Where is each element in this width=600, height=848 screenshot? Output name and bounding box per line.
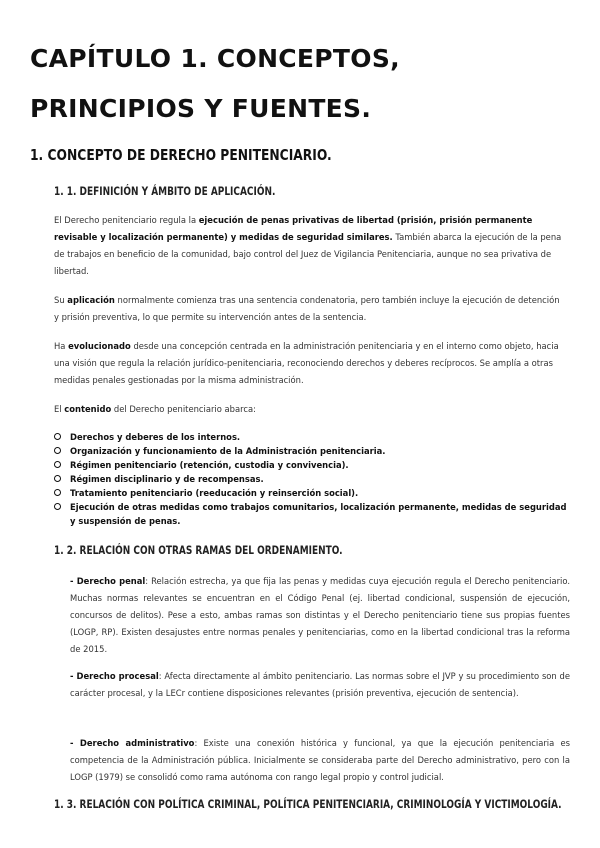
paragraph-evolucion: Ha evolucionado desde una concepción centrada en la administración penitenciaria y en el interno como objeto, hacia una visión que regula la relación jurídico-penitenciaria, reconociendo derechos y deberes recíprocos. Se amplía a otras medidas penales gestionadas por la misma administración.: [54, 341, 559, 385]
circle-bullet-icon: [54, 503, 61, 510]
circle-bullet-icon: [54, 489, 61, 496]
subsection-1-2-title: 1. 2. RELACIÓN CON OTRAS RAMAS DEL ORDENAMIENTO.: [54, 543, 343, 557]
circle-bullet-icon: [54, 461, 61, 468]
paragraph-aplicacion: Su aplicación normalmente comienza tras una sentencia condenatoria, pero también incluye la ejecución de detención y prisión preventiva, lo que permite su intervención antes de la sentencia.: [54, 295, 560, 322]
subsection-1-3-title: 1. 3. RELACIÓN CON POLÍTICA CRIMINAL, POLÍTICA PENITENCIARIA, CRIMINOLOGÍA Y VICTIMOLOGÍA.: [54, 797, 562, 811]
paragraph-derecho-penal: - Derecho penal: Relación estrecha, ya que fija las penas y medidas cuya ejecución regula el Derecho penitenciario. Muchas normas relevantes se encuentran en el Código Penal (ej. libertad condicional, suspensión de ejecución, concursos de delitos). Pese a esto, ambas ramas son distintas y el Derecho penitenciario tiene sus propias fuentes (LOGP, RP). Existen desajustes entre normas penales y penitenciarias, como en la libertad condicional tras la reforma de 2015.: [70, 576, 571, 654]
circle-bullet-icon: [54, 433, 61, 440]
list-item: Organización y funcionamiento de la Administración penitenciaria.: [54, 444, 570, 458]
circle-bullet-icon: [54, 447, 61, 454]
list-item: Derechos y deberes de los internos.: [54, 430, 570, 444]
paragraph-derecho-procesal: - Derecho procesal: Afecta directamente al ámbito penitenciario. Las normas sobre el JVP y su procedimiento son de carácter procesal, y la LECr contiene disposiciones relevantes (prisión preventiva, ejecución de sentencia).: [70, 671, 570, 698]
section-1-title: 1. CONCEPTO DE DERECHO PENITENCIARIO.: [30, 146, 332, 164]
list-item: Régimen penitenciario (retención, custodia y convivencia).: [54, 458, 570, 472]
paragraph-contenido: El contenido del Derecho penitenciario abarca:: [54, 404, 256, 414]
subsection-1-1-title: 1. 1. DEFINICIÓN Y ÁMBITO DE APLICACIÓN.: [54, 184, 276, 198]
paragraph-derecho-administrativo: - Derecho administrativo: Existe una conexión histórica y funcional, ya que la ejecución penitenciaria es competencia de la Administración pública. Inicialmente se consideraba parte del Derecho administrativo, pero con la LOGP (1979) se consolidó como rama autónoma con rango legal propio y control judicial.: [70, 738, 570, 782]
list-item: Tratamiento penitenciario (reeducación y reinserción social).: [54, 486, 570, 500]
list-item: Ejecución de otras medidas como trabajos comunitarios, localización permanente, medidas de seguridad y suspensión de penas.: [54, 500, 570, 528]
list-item: Régimen disciplinario y de recompensas.: [54, 472, 570, 486]
contenido-list: [54, 430, 570, 528]
paragraph-definicion: El Derecho penitenciario regula la ejecución de penas privativas de libertad (prisión, prisión permanente revisable y localización permanente) y medidas de seguridad similares. También abarca la ejecución de la pena de trabajos en beneficio de la comunidad, bajo control del Juez de Vigilancia Penitenciaria, aunque no sea privativa de libertad.: [54, 215, 562, 276]
circle-bullet-icon: [54, 475, 61, 482]
chapter-title: CAPÍTULO 1. CONCEPTOS, PRINCIPIOS Y FUENTES.: [30, 44, 400, 123]
